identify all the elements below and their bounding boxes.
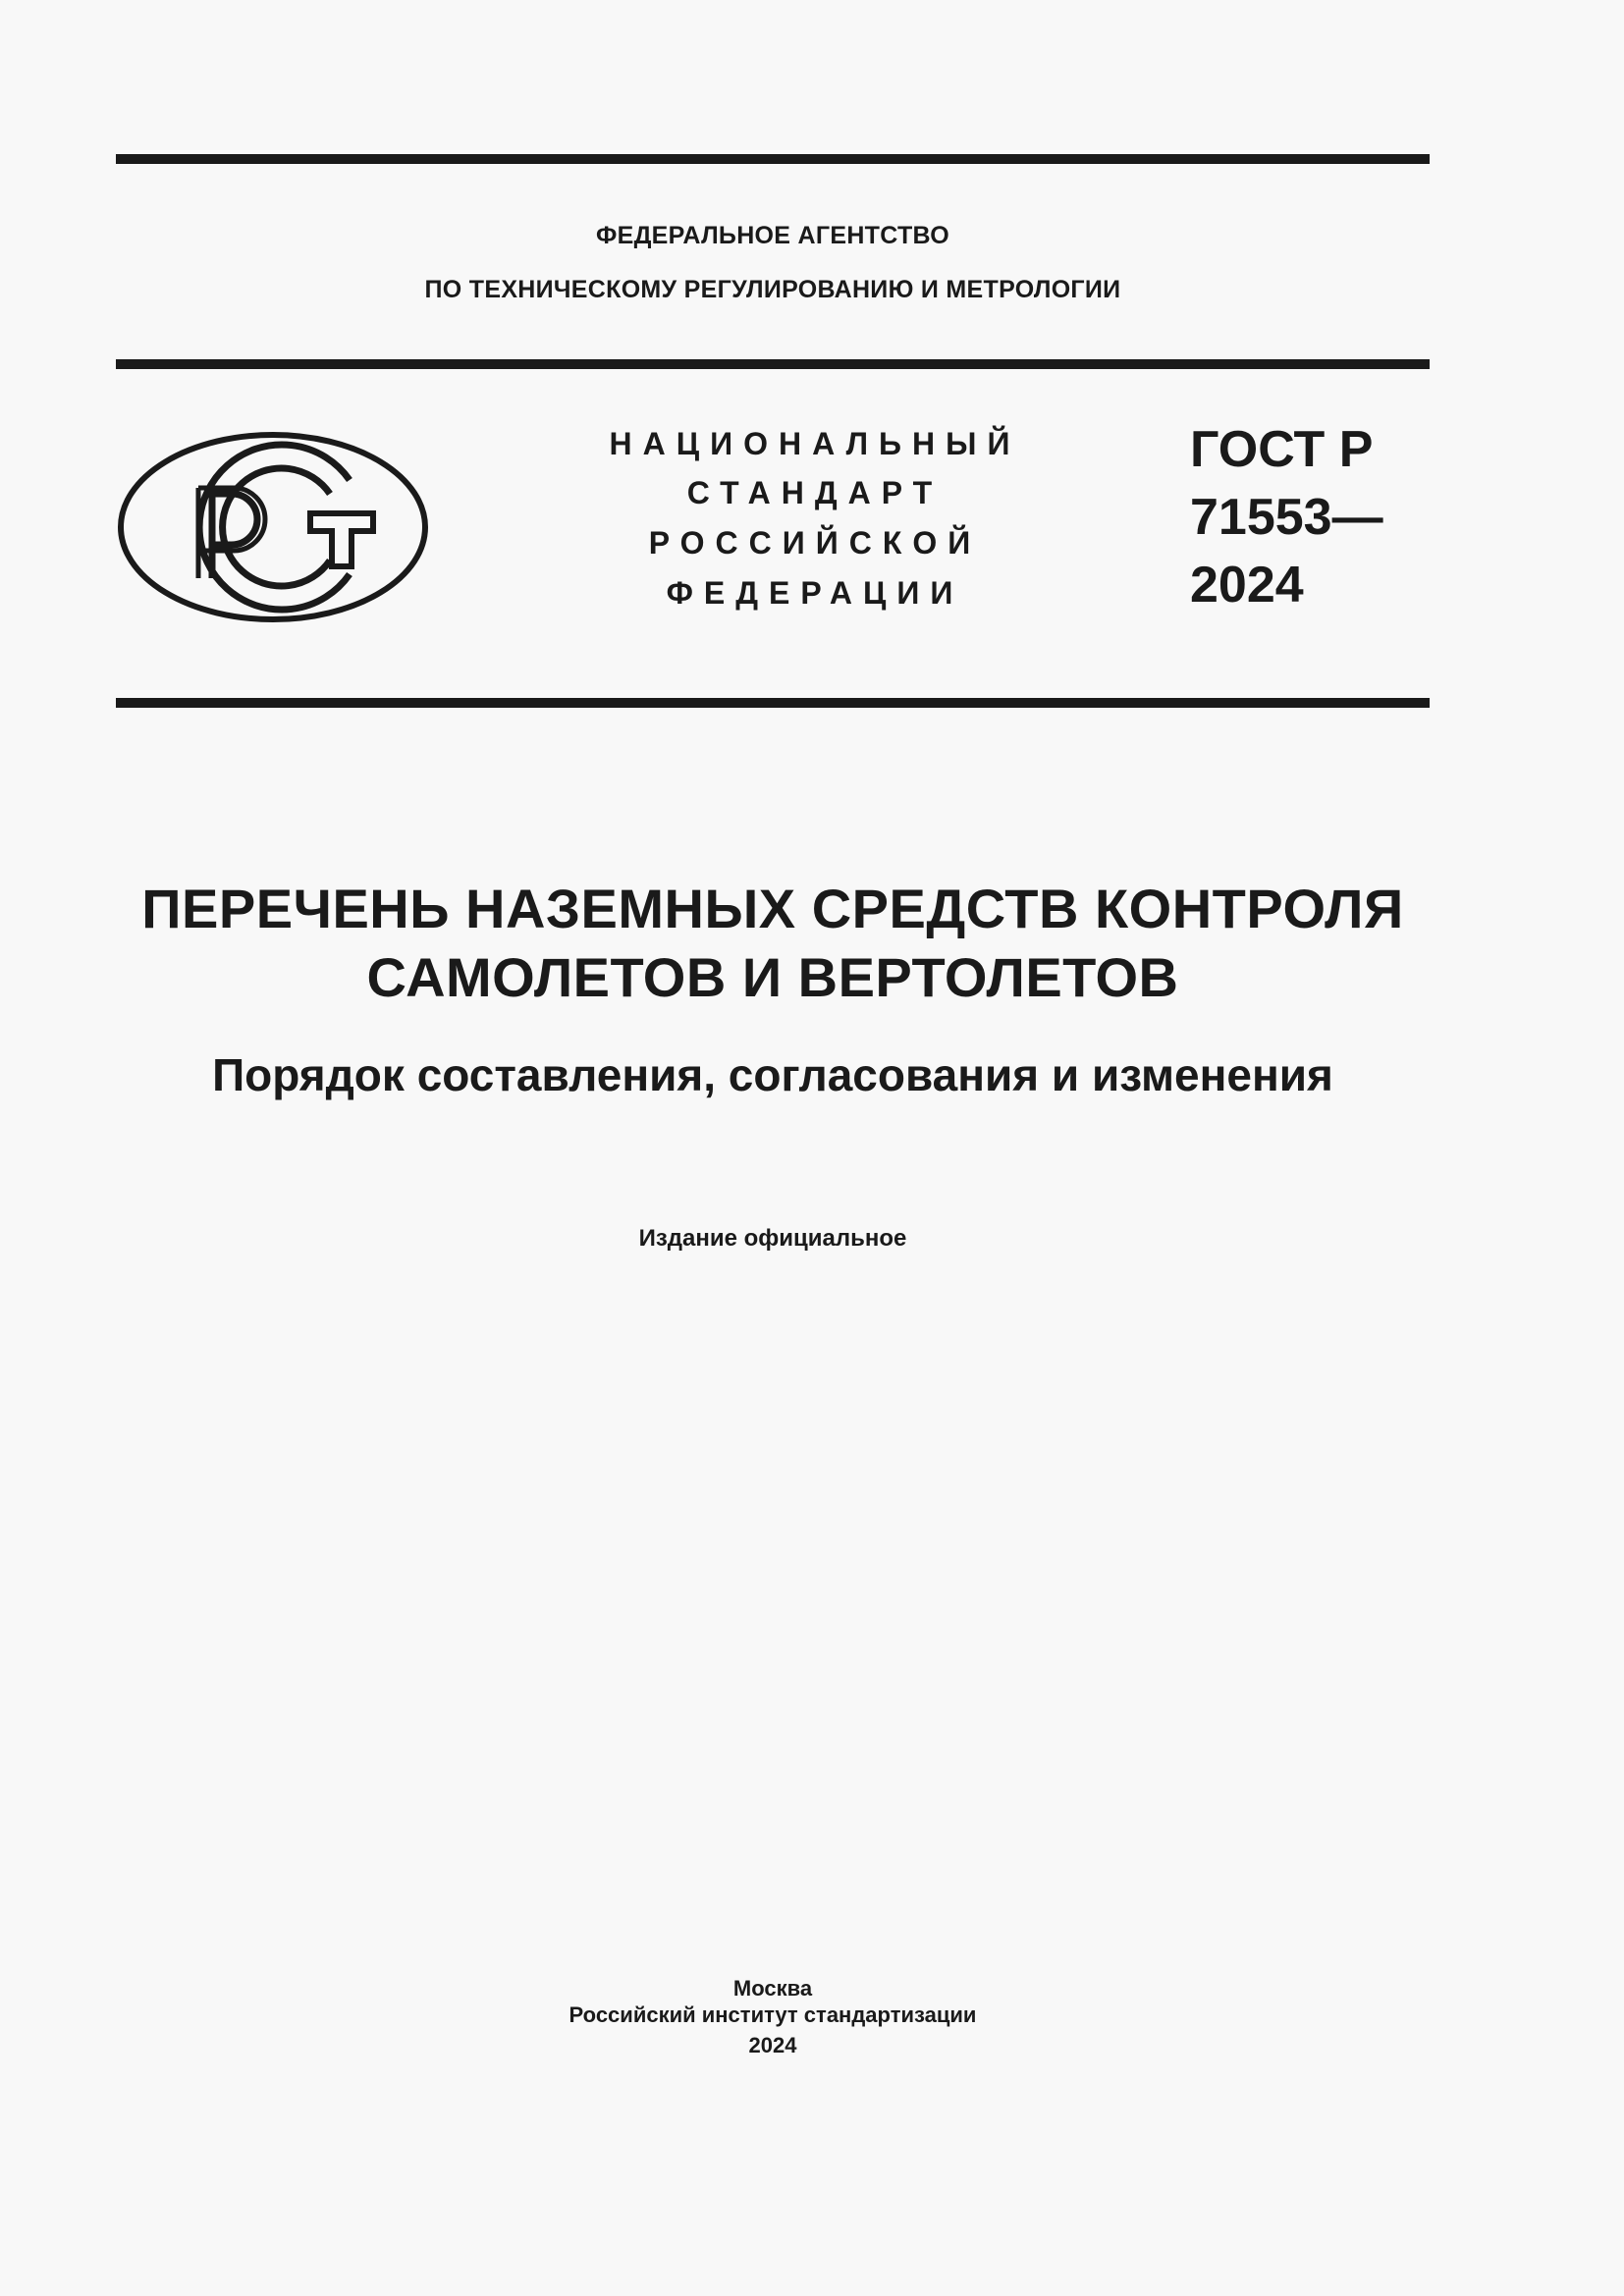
- document-subtitle: Порядок составления, согласования и изменения: [212, 1049, 1333, 1100]
- document-title-line1: ПЕРЕЧЕНЬ НАЗЕМНЫХ СРЕДСТВ КОНТРОЛЯ: [141, 878, 1404, 939]
- gost-designation-line3: 2024: [1190, 557, 1304, 614]
- imprint-year: 2024: [748, 2033, 797, 2057]
- gost-logo: [116, 429, 430, 630]
- standard-type-line1: НАЦИОНАЛЬНЫЙ: [609, 426, 1021, 461]
- imprint-publisher: Российский институт стандартизации: [568, 2002, 977, 2027]
- document-title-line2: САМОЛЕТОВ И ВЕРТОЛЕТОВ: [366, 946, 1179, 1008]
- top-rule: [116, 154, 1430, 164]
- designation-rule: [116, 698, 1430, 708]
- agency-name-line1: ФЕДЕРАЛЬНОЕ АГЕНТСТВО: [595, 222, 950, 249]
- header-rule: [116, 359, 1430, 369]
- standard-type-line4: ФЕДЕРАЦИИ: [666, 575, 964, 611]
- standard-type-line2: СТАНДАРТ: [686, 475, 944, 510]
- gost-designation-line2: 71553—: [1190, 489, 1383, 546]
- edition-label: Издание официальное: [638, 1225, 907, 1252]
- gost-designation-line1: ГОСТ Р: [1190, 421, 1374, 478]
- imprint-city: Москва: [732, 1976, 813, 2001]
- rst-certification-mark-icon: [116, 429, 430, 625]
- standard-type-line3: РОССИЙСКОЙ: [648, 525, 982, 561]
- agency-name-line2: ПО ТЕХНИЧЕСКОМУ РЕГУЛИРОВАНИЮ И МЕТРОЛОГИИ: [424, 276, 1121, 303]
